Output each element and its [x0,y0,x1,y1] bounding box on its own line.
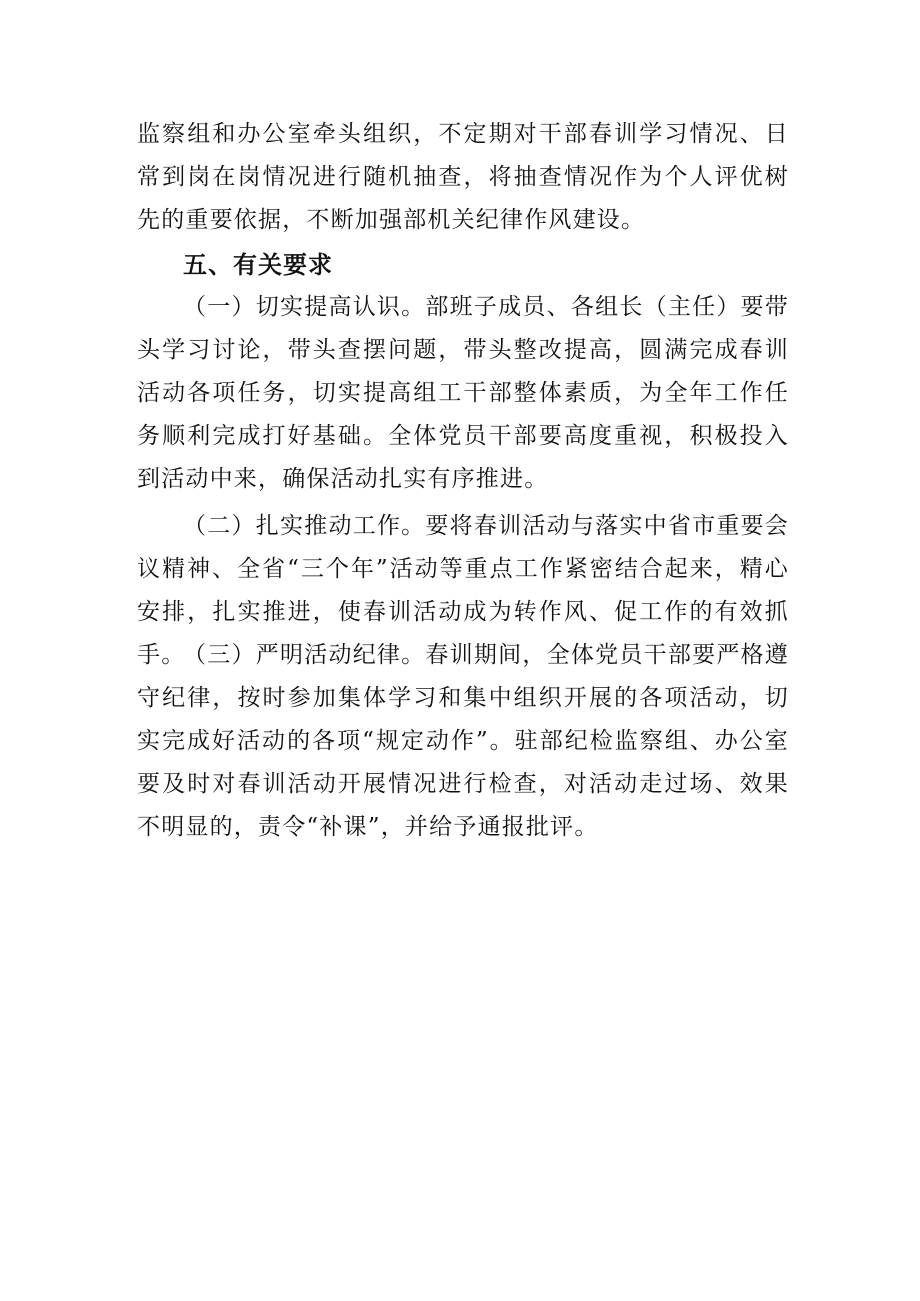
continuation-paragraph: 监察组和办公室牵头组织，不定期对干部春训学习情况、日常到岗在岗情况进行随机抽查，将抽查情况作为个人评优树先的重要依据，不断加强部机关纪律作风建设。 [137,121,789,233]
continuation-block [137,113,789,242]
requirements-block-1 [137,286,789,501]
requirement-paragraph-2: （二）扎实推动工作。要将春训活动与落实中省市重要会议精神、全省“三个年”活动等重点工作紧密结合起来，精心安排，扎实推进，使春训活动成为转作风、促工作的有效抓手。 [137,513,789,668]
requirement-paragraph-1: （一）切实提高认识。部班子成员、各组长（主任）要带头学习讨论，带头查摆问题，带头整改提高，圆满完成春训活动各项任务，切实提高组工干部整体素质，为全年工作任务顺利完成打好基础。全体党员干部要高度重视，积极投入到活动中来，确保活动扎实有序推进。 [137,294,789,492]
requirement-paragraph-3: （三）严明活动纪律。春训期间，全体党员干部要严格遵守纪律，按时参加集体学习和集中组织开展的各项活动，切实完成好活动的各项“规定动作”。驻部纪检监察组、办公室要及时对春训活动开展情况进行检查，对活动走过场、效果不明显的，责令“补课”，并给予通报批评。 [137,642,789,840]
requirements-block-3 [137,634,789,849]
section-heading: 五、有关要求 [183,251,333,279]
